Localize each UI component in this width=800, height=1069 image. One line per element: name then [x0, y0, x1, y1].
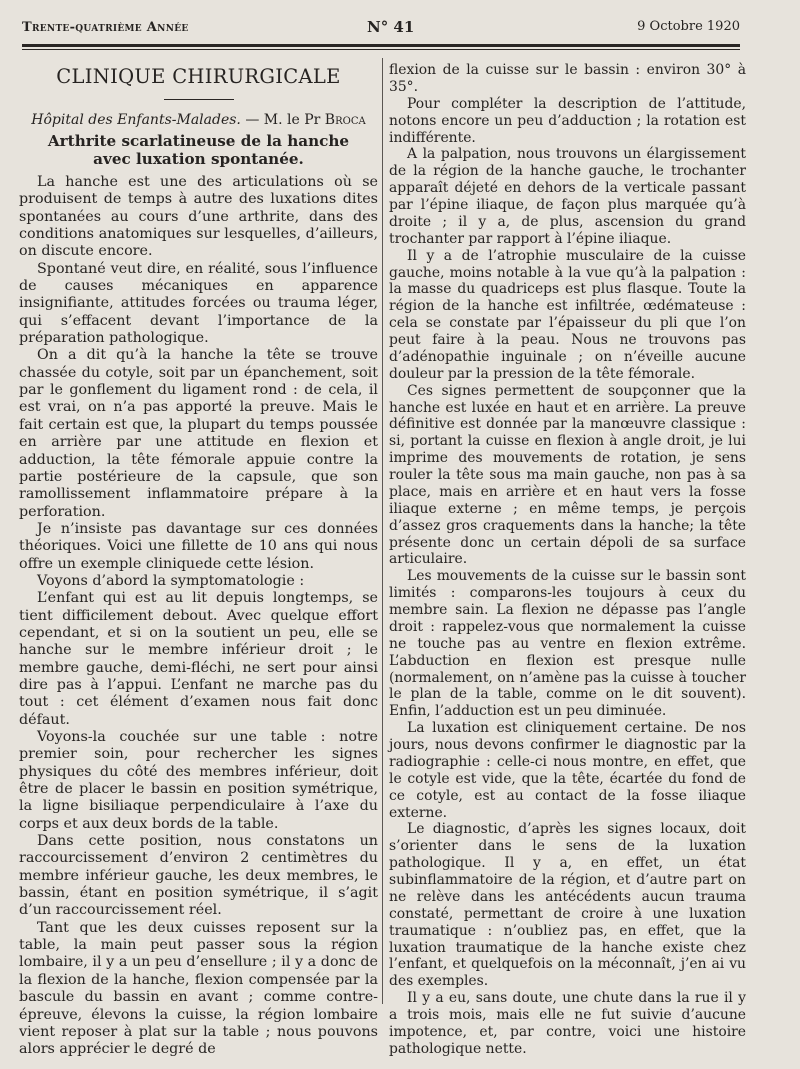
right-column [389, 62, 746, 1058]
article-title-line-1: Arthrite scarlatineuse de la hanche [47, 132, 350, 150]
paragraph: A la palpation, nous trouvons un élargissement de la région de la hanche gauche, le trochanter apparaît déjeté en dehors de la verticale passant par l’épine iliaque, de façon plus marquée qu’à droite ; il y a, de plus, ascension du grand trochanter par rapport à l’épine iliaque. [389, 146, 746, 247]
paragraph: Le diagnostic, d’après les signes locaux, doit s’orienter dans le sens de la luxation pathologique. Il y a, en effet, un état subinflammatoire de la région, et d’autre part on ne relève dans les antécédents aucun trauma constaté, permettant de croire à une luxation traumatique : n’oubliez pas, en effet, que la luxation traumatique de la hanche existe chez l’enfant, et quelquefois on la méconnaît, j’en ai vu des exemples. [389, 821, 746, 990]
paragraph: Les mouvements de la cuisse sur le bassin sont limités : comparons-les toujours à ceux du membre sain. La flexion ne dépasse pas l’angle droit : rappelez-vous que normalement la cuisse ne touche pas au ventre en flexion extrême. L’abduction en flexion est presque nulle (normalement, on n’amène pas la cuisse à toucher le plan de la table, comme on le dit souvent). Enfin, l’adduction est un peu diminuée. [389, 568, 746, 720]
byline-dash: — M. le Pr [240, 112, 325, 128]
paragraph: Tant que les deux cuisses reposent sur la table, la main peut passer sous la région lombaire, il y a un peu d’ensellure ; il y a donc de la flexion de la hanche, flexion compensée par la bascule du bassin en avant ; comme contre-épreuve, élevons la cuisse, la région lombaire vient reposer à plat sur la table ; nous pouvons alors apprécier le degré de [19, 919, 378, 1058]
paragraph: Voyons d’abord la symptomatologie : [37, 572, 305, 589]
paragraph: Il y a eu, sans doute, une chute dans la rue il y a trois mois, mais elle ne fut suivie d’aucune impotence, et, par contre, voici une histoire pathologique nette. [389, 990, 746, 1057]
page-header [22, 20, 740, 40]
paragraph: Il y a de l’atrophie musculaire de la cuisse gauche, moins notable à la vue qu’à la palpation : la masse du quadriceps est plus flasque. Toute la région de la hanche est infiltrée, œdémateuse : cela se constate par l’épaisseur du pli que l’on peut faire à la peau. Nous ne trouvons pas d’adénopathie inguinale ; on n’éveille aucune douleur par la pression de la tête fémorale. [389, 247, 746, 382]
paragraph: La luxation est cliniquement certaine. De nos jours, nous devons confirmer le diagnostic par la radiographie : celle-ci nous montre, en effet, que le cotyle est vide, que la tête, écartée du fond de ce cotyle, est au contact de la fosse iliaque externe. [389, 720, 746, 821]
professor-name: Broca [324, 112, 366, 128]
paragraph: Spontané veut dire, en réalité, sous l’influence de causes mécaniques en apparence insignifiante, attitudes forcées ou trauma léger, qui s’effacent devant l’importance de la préparation pathologique. [19, 260, 378, 347]
paragraph: Ces signes permettent de soupçonner que la hanche est luxée en haut et en arrière. La preuve définitive est donnée par la manœuvre classique : si, portant la cuisse en flexion à angle droit, je lui imprime des mouvements de rotation, je sens rouler la tête sous ma main gauche, non pas à sa place, mais en arrière et en haut vers la fosse iliaque externe ; en même temps, je perçois d’assez gros craquements dans la hanche; la tête présente donc un certain dépoli de sa surface articulaire. [389, 382, 746, 568]
paragraph: Dans cette position, nous constatons un raccourcissement d’environ 2 centimètres du membre inférieur gauche, les deux membres, le bassin, étant en position symétrique, il s’agit d’un raccourcissement réel. [19, 833, 378, 919]
paragraph: L’enfant qui est au lit depuis longtemps, se tient difficilement debout. Avec quelque effort cependant, et si on la soutient un peu, elle se hanche sur le membre inférieur droit ; le membre gauche, demi-fléchi, ne sert pour ainsi dire pas à l’appui. L’enfant ne marche pas du tout : cet élément d’examen nous fait donc défaut. [19, 590, 378, 728]
hospital-name: Hôpital des Enfants-Malades. [31, 112, 241, 128]
byline [19, 111, 378, 129]
paragraph-continued: flexion de la cuisse sur le bassin : environ 30° à 35°. [389, 62, 746, 95]
paragraph: Je n’insiste pas davantage sur ces données théoriques. Voici une fillette de 10 ans qui nous offre un exemple cliniquede cette lésion. [19, 520, 378, 572]
header-rule-thick [22, 44, 740, 47]
column-divider [382, 58, 383, 1004]
article-title [19, 132, 378, 168]
paragraph: On a dit qu’à la hanche la tête se trouve chassée du cotyle, soit par un épanchement, soit par le gonflement du ligament rond : de cela, il est vrai, on n’a pas apporté la preuve. Mais le fait certain est que, la plupart du temps poussée en arrière par une attitude en flexion et adduction, la tête fémorale appuie contre la partie postérieure de la capsule, que son ramollissement inflammatoire prépare à la perforation. [19, 347, 378, 520]
issue-number: N° 41 [367, 18, 415, 36]
article-title-line-2: avec luxation spontanée. [93, 150, 304, 168]
paragraph: Voyons-la couchée sur une table : notre premier soin, pour rechercher les signes physiques du côté des membres inférieur, doit être de placer le bassin en position symétrique, la ligne bisiliaque perpendiculaire à l’axe du corps et aux deux bords de la table. [19, 729, 378, 832]
issue-date: 9 Octobre 1920 [637, 19, 740, 34]
header-rule-thin [22, 49, 740, 50]
paragraph: Pour compléter la description de l’attitude, notons encore un peu d’adduction ; la rotation est indifférente. [389, 95, 746, 146]
paragraph: La hanche est une des articulations où se produisent de temps à autre des luxations dites spontanées au cours d’une arthrite, dans des conditions anatomiques sur lesquelles, d’ailleurs, on discute encore. [19, 174, 378, 260]
section-title: CLINIQUE CHIRURGICALE [56, 65, 341, 88]
volume-label: Trente-quatrième Année [22, 20, 189, 35]
title-rule [164, 99, 234, 100]
left-column [19, 62, 378, 1059]
